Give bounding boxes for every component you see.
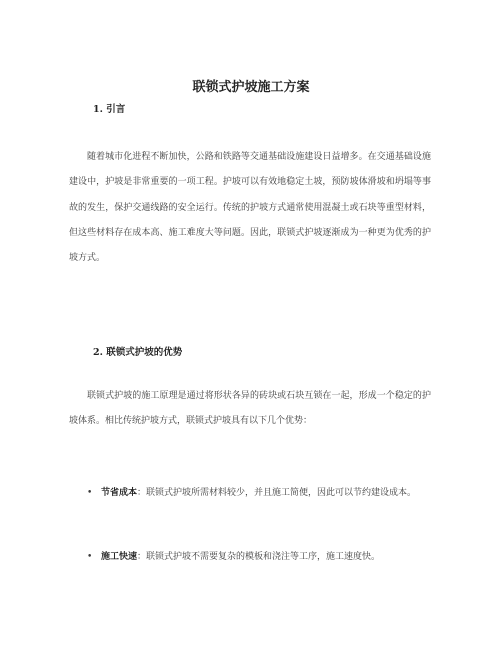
list-item-text: ：联锁式护坡不需要复杂的模板和浇注等工序，施工速度快。	[137, 552, 381, 562]
document-title: 联锁式护坡施工方案	[192, 80, 310, 95]
list-item-term: 节省成本	[101, 488, 138, 498]
bullet-dot-icon: •	[87, 552, 93, 562]
list-item-fast-construction	[69, 545, 431, 570]
introduction-paragraph: 随着城市化进程不断加快，公路和铁路等交通基础设施建设日益增多。在交通基础设施建设中，护坡是非常重要的一项工程。护坡可以有效地稳定土坡，预防坡体滑坡和坍塌等事故的发生，保护交通线路的安全运行。传统的护坡方式通常使用混凝土或石块等重型材料，但这些材料存在成本高、施工难度大等问题。因此，联锁式护坡逐渐成为一种更为优秀的护坡方式。	[69, 152, 431, 264]
section-heading-advantages: 2. 联锁式护坡的优势	[93, 347, 183, 358]
list-item-term: 施工快速	[101, 552, 138, 562]
advantages-paragraph: 联锁式护坡的施工原理是通过将形状各异的砖块或石块互锁在一起，形成一个稳定的护坡体系。相比传统护坡方式，联锁式护坡具有以下几个优势：	[69, 391, 431, 427]
list-item-cost-saving	[69, 481, 431, 506]
section-heading-introduction: 1. 引言	[93, 104, 126, 115]
bullet-dot-icon: •	[87, 488, 93, 498]
list-item-text: ：联锁式护坡所需材料较少，并且施工简便，因此可以节约建设成本。	[137, 488, 417, 498]
